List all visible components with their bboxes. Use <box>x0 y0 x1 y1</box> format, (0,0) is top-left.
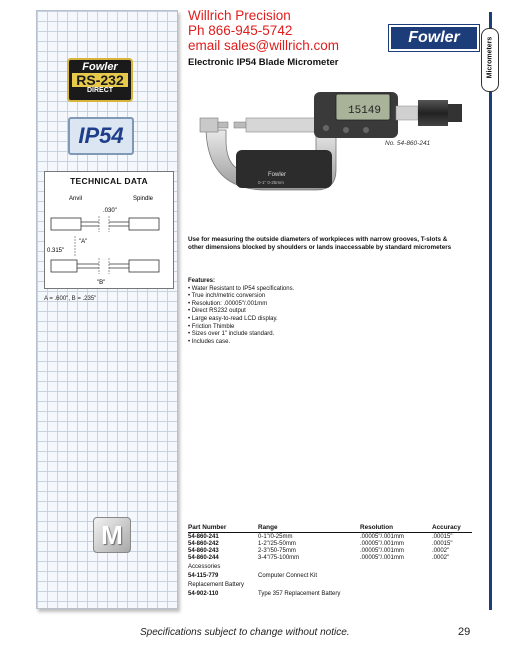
feature-item: • Friction Thimble <box>188 323 235 330</box>
cell-resolution: .00005"/.001mm <box>360 541 404 547</box>
table-row <box>188 548 472 555</box>
cell-range: 2-3"/50-75mm <box>258 548 296 554</box>
features-title: Features: <box>188 278 216 284</box>
body-label: Fowler <box>268 172 287 178</box>
technical-data-box <box>44 171 174 289</box>
fowler-logo: Fowler <box>389 25 479 51</box>
dim-top-label: .030" <box>103 208 117 214</box>
side-tab-label: Micrometers <box>486 36 494 79</box>
cell-resolution: .00005"/.001mm <box>360 548 404 554</box>
cell-desc: Type 357 Replacement Battery <box>258 591 341 597</box>
spindle-label: Spindle <box>133 196 154 202</box>
cell-accuracy: .00015" <box>432 541 453 547</box>
technical-data-title: TECHNICAL DATA <box>70 176 148 186</box>
dim-b-label: "B" <box>97 280 106 286</box>
dim-a-label: "A" <box>79 239 88 245</box>
cell-desc: Computer Connect Kit <box>258 573 318 579</box>
header-range: Range <box>258 524 278 531</box>
anvil-label: Anvil <box>69 196 83 202</box>
side-tab <box>481 28 499 92</box>
header-rule <box>188 532 472 533</box>
cell-accuracy: .0002" <box>432 548 450 554</box>
company-name: Willrich Precision <box>188 8 291 23</box>
rs232-logo-brand: Fowler <box>82 61 118 73</box>
battery-label: Replacement Battery <box>188 582 245 588</box>
rs232-logo-text: RS-232 <box>72 73 128 87</box>
table-row <box>188 534 472 541</box>
cell-part: 54-115-779 <box>188 573 219 579</box>
cell-part: 54-902-110 <box>188 591 219 597</box>
company-phone: Ph 866-945-5742 <box>188 23 293 38</box>
feature-item: • Resolution: .00005"/.001mm <box>188 300 268 307</box>
product-title: Electronic IP54 Blade Micrometer <box>188 57 339 68</box>
cell-range: 1-2"/25-50mm <box>258 541 296 547</box>
lcd-readout: 15149 <box>348 105 382 117</box>
accessory-row <box>188 573 472 580</box>
cell-accuracy: .0002" <box>432 555 450 561</box>
header-resolution: Resolution <box>360 524 394 531</box>
cell-resolution: .00005"/.001mm <box>360 555 404 561</box>
accessories-label: Accessories <box>188 564 221 570</box>
ip54-logo: IP54 <box>68 117 134 155</box>
technical-data-note: A = .600", B = .235" <box>44 296 97 302</box>
scale-label: 0-1" 0-25mm <box>258 180 284 185</box>
technical-diagram <box>45 188 173 288</box>
feature-item: • Water Resistant to IP54 specifications. <box>188 285 295 292</box>
cell-accuracy: .00015" <box>432 534 453 540</box>
cell-part: 54-860-243 <box>188 548 219 554</box>
cell-range: 0-1"/0-25mm <box>258 534 293 540</box>
footer-note: Specifications subject to change without notice. <box>140 627 350 638</box>
cell-range: 3-4"/75-100mm <box>258 555 300 561</box>
feature-item: • Includes case. <box>188 338 231 345</box>
cell-part: 54-860-244 <box>188 555 219 561</box>
battery-row <box>188 591 472 598</box>
model-number: No. 54-860-241 <box>385 140 431 147</box>
features-list <box>188 286 458 347</box>
feature-item: • Sizes over 1" include standard. <box>188 331 275 338</box>
header-part: Part Number <box>188 524 227 531</box>
feature-item: • Large easy-to-read LCD display. <box>188 315 278 322</box>
table-row <box>188 555 472 562</box>
rs232-logo-sub: DIRECT <box>86 87 114 94</box>
page-number: 29 <box>458 626 471 638</box>
feature-item: • True inch/metric conversion <box>188 293 266 300</box>
cell-part: 54-860-241 <box>188 534 219 540</box>
table-row <box>188 541 472 548</box>
company-email[interactable]: email sales@willrich.com <box>188 38 339 53</box>
rs232-logo <box>67 58 133 102</box>
m-logo: M <box>93 517 131 553</box>
header-accuracy: Accuracy <box>432 524 461 531</box>
product-description: Use for measuring the outside diameters of workpieces with narrow grooves, T-slots & other dimensions blocked by shoulders or lands inaccessable by standard micrometers <box>188 236 452 251</box>
cell-part: 54-860-242 <box>188 541 219 547</box>
cell-resolution: .00005"/.001mm <box>360 534 404 540</box>
feature-item: • Direct RS232 output <box>188 308 246 315</box>
features-section <box>188 278 458 346</box>
micrometer-image <box>196 80 466 195</box>
dim-side-label: 0.315" <box>47 248 65 254</box>
